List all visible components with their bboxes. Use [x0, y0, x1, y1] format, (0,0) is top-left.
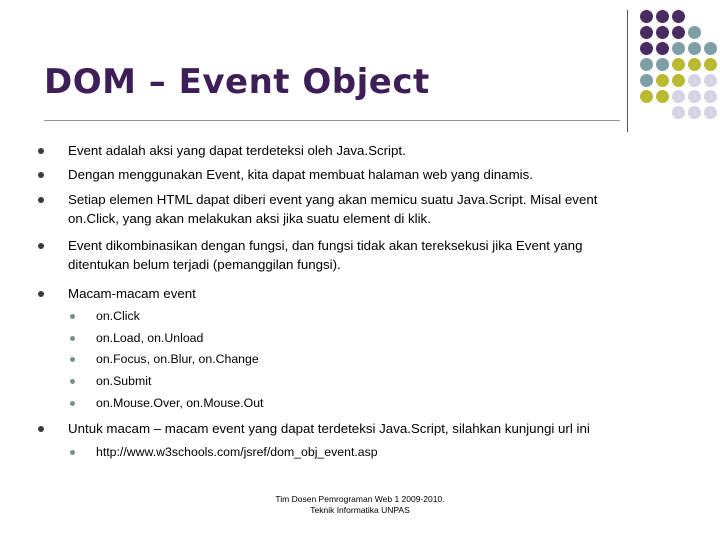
bullet-dot	[38, 291, 44, 297]
bullet-text-line: Event dikombinasikan dengan fungsi, dan fungsi tidak akan tereksekusi jika Event yang	[68, 238, 583, 253]
event-item: on.Click	[96, 309, 140, 323]
event-item: on.Submit	[96, 374, 152, 388]
bullet-dot	[38, 197, 44, 203]
footer-line: Tim Dosen Pemrograman Web 1 2009-2010.	[275, 494, 445, 504]
bullet-text: Macam-macam event	[68, 286, 196, 301]
title-divider	[44, 120, 620, 121]
decor-dot	[672, 106, 685, 119]
bullet-text: Dengan menggunakan Event, kita dapat membuat halaman web yang dinamis.	[68, 167, 533, 182]
decor-dot	[672, 42, 685, 55]
event-item: on.Mouse.Over, on.Mouse.Out	[96, 396, 264, 410]
decor-dot	[672, 90, 685, 103]
sub-bullet-dot	[70, 336, 75, 341]
sub-bullet-dot	[70, 450, 75, 455]
decor-dot	[704, 74, 717, 87]
event-item: on.Load, on.Unload	[96, 331, 204, 345]
decor-dot	[640, 26, 653, 39]
url-link[interactable]: http://www.w3schools.com/jsref/dom_obj_event.asp	[96, 445, 378, 459]
bullet-dot	[38, 148, 44, 154]
bullet-text-line: on.Click, yang akan melakukan aksi jika suatu element di klik.	[68, 211, 431, 226]
bullet-text-line: ditentukan belum terjadi (pemanggilan fungsi).	[68, 257, 341, 272]
decor-dot	[704, 42, 717, 55]
decor-dot	[672, 26, 685, 39]
sub-bullet-dot	[70, 379, 75, 384]
decor-dot	[640, 74, 653, 87]
decor-dot	[656, 10, 669, 23]
decor-dot	[672, 74, 685, 87]
decor-dot	[640, 42, 653, 55]
event-item: on.Focus, on.Blur, on.Change	[96, 352, 259, 366]
sub-bullet-dot	[70, 401, 75, 406]
decor-dot	[704, 90, 717, 103]
decor-dot	[688, 74, 701, 87]
decor-dot	[688, 90, 701, 103]
footer-line: Teknik Informatika UNPAS	[310, 505, 410, 515]
vertical-divider	[627, 10, 628, 132]
decor-dot	[640, 90, 653, 103]
decor-dot	[704, 106, 717, 119]
decor-dot	[656, 42, 669, 55]
decor-dot	[704, 58, 717, 71]
decor-dot	[656, 90, 669, 103]
decor-dot	[640, 10, 653, 23]
sub-bullet-dot	[70, 357, 75, 362]
decor-dot	[688, 58, 701, 71]
decor-dot	[656, 74, 669, 87]
decor-dot	[672, 10, 685, 23]
bullet-dot	[38, 243, 44, 249]
bullet-text-line: Setiap elemen HTML dapat diberi event yang akan memicu suatu Java.Script. Misal event	[68, 192, 598, 207]
bullet-dot	[38, 172, 44, 178]
footer	[0, 494, 720, 516]
slide-title: DOM – Event Object	[44, 62, 430, 102]
sub-bullet-dot	[70, 314, 75, 319]
decor-dot	[656, 58, 669, 71]
bullet-dot	[38, 426, 44, 432]
decor-dot	[688, 42, 701, 55]
decor-dot	[656, 26, 669, 39]
decor-dot	[672, 58, 685, 71]
decor-dot	[688, 26, 701, 39]
decor-dot	[688, 106, 701, 119]
decor-dot	[640, 58, 653, 71]
bullet-text: Untuk macam – macam event yang dapat terdeteksi Java.Script, silahkan kunjungi url ini	[68, 421, 590, 436]
bullet-text: Event adalah aksi yang dapat terdeteksi oleh Java.Script.	[68, 143, 406, 158]
